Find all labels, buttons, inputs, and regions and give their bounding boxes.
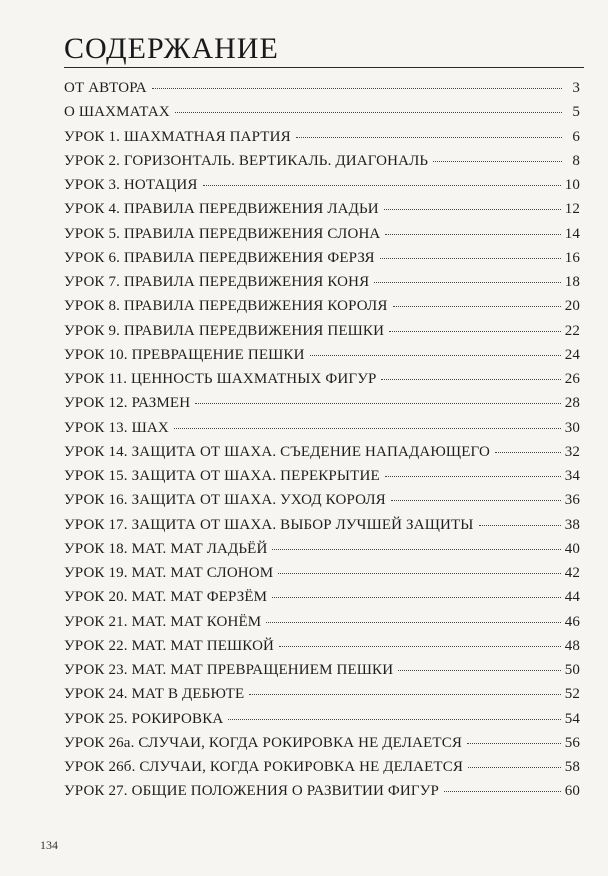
toc-dot-leader	[374, 282, 560, 283]
toc-entry-title: УРОК 19. МАТ. МАТ СЛОНОМ	[64, 565, 274, 581]
toc-dot-leader	[272, 597, 561, 598]
toc-dot-leader	[433, 161, 562, 162]
toc-entry	[64, 246, 580, 270]
toc-entry	[64, 416, 580, 440]
toc-dot-leader	[175, 112, 562, 113]
toc-entry-title: УРОК 16. ЗАЩИТА ОТ ШАХА. УХОД КОРОЛЯ	[64, 492, 386, 509]
toc-entry-page: 22	[564, 322, 580, 339]
toc-entry-title: УРОК 23. МАТ. МАТ ПРЕВРАЩЕНИЕМ ПЕШКИ	[64, 662, 394, 678]
toc-dot-leader	[203, 185, 561, 186]
toc-entry	[64, 537, 580, 561]
toc-dot-leader	[467, 743, 561, 744]
toc-entry-title: УРОК 1. ШАХМАТНАЯ ПАРТИЯ	[64, 128, 291, 145]
toc-entry-title: УРОК 20. МАТ. МАТ ФЕРЗЁМ	[64, 589, 268, 606]
toc-entry-page: 34	[564, 468, 580, 484]
toc-entry-page: 32	[564, 443, 580, 460]
toc-dot-leader	[249, 694, 560, 695]
toc-entry-page: 12	[564, 201, 580, 218]
toc-entry-page: 40	[564, 540, 580, 557]
toc-dot-leader	[385, 476, 561, 477]
toc-entry	[64, 197, 580, 221]
toc-entry-title: УРОК 24. МАТ В ДЕБЮТЕ	[64, 686, 245, 703]
toc-entry-title: УРОК 25. РОКИРОВКА	[64, 710, 224, 727]
toc-entry-page: 36	[564, 492, 580, 509]
toc-dot-leader	[479, 525, 561, 526]
toc-entry	[64, 367, 580, 391]
toc-entry	[64, 270, 580, 294]
toc-entry-page: 16	[564, 249, 580, 266]
toc-dot-leader	[279, 646, 561, 647]
table-of-contents	[64, 76, 580, 804]
toc-dot-leader	[381, 379, 560, 380]
toc-entry-title: УРОК 21. МАТ. МАТ КОНЁМ	[64, 613, 262, 630]
toc-entry	[64, 513, 580, 537]
toc-entry-page: 5	[572, 104, 580, 121]
toc-entry	[64, 731, 580, 755]
toc-entry-page: 18	[564, 274, 580, 290]
toc-entry-title: УРОК 2. ГОРИЗОНТАЛЬ. ВЕРТИКАЛЬ. ДИАГОНАЛЬ	[64, 152, 429, 169]
toc-entry-page: 50	[564, 662, 580, 678]
toc-entry-title: УРОК 17. ЗАЩИТА ОТ ШАХА. ВЫБОР ЛУЧШЕЙ ЗАЩИТЫ	[64, 516, 474, 533]
toc-entry-title: УРОК 13. ШАХ	[64, 419, 169, 436]
toc-entry-page: 56	[564, 734, 580, 751]
toc-entry-title: УРОК 22. МАТ. МАТ ПЕШКОЙ	[64, 637, 275, 654]
toc-dot-leader	[389, 331, 561, 332]
toc-entry	[64, 464, 580, 488]
toc-entry-title: УРОК 4. ПРАВИЛА ПЕРЕДВИЖЕНИЯ ЛАДЬИ	[64, 201, 379, 218]
toc-dot-leader	[272, 549, 560, 550]
toc-entry-page: 48	[564, 637, 580, 654]
toc-entry-page: 60	[564, 783, 580, 800]
toc-entry-page: 14	[564, 225, 580, 242]
toc-entry	[64, 585, 580, 609]
toc-entry-title: УРОК 26б. СЛУЧАИ, КОГДА РОКИРОВКА НЕ ДЕЛАЕТСЯ	[64, 759, 464, 775]
toc-entry-page: 26	[564, 371, 580, 387]
toc-dot-leader	[444, 791, 561, 792]
toc-entry	[64, 294, 580, 318]
toc-entry-page: 8	[572, 152, 580, 169]
toc-dot-leader	[266, 622, 560, 623]
toc-entry-page: 6	[572, 128, 580, 145]
page-number: 134	[40, 838, 58, 852]
toc-dot-leader	[393, 306, 561, 307]
toc-entry-title: УРОК 5. ПРАВИЛА ПЕРЕДВИЖЕНИЯ СЛОНА	[64, 225, 381, 242]
toc-entry-page: 58	[564, 759, 580, 775]
toc-entry	[64, 222, 580, 246]
toc-dot-leader	[296, 137, 562, 138]
toc-entry	[64, 149, 580, 173]
toc-entry	[64, 440, 580, 464]
toc-entry-page: 42	[564, 565, 580, 581]
toc-entry-page: 54	[564, 710, 580, 727]
toc-entry	[64, 634, 580, 658]
toc-dot-leader	[278, 573, 560, 574]
toc-entry-title: О ШАХМАТАХ	[64, 104, 170, 121]
toc-dot-leader	[310, 355, 561, 356]
toc-entry-title: УРОК 11. ЦЕННОСТЬ ШАХМАТНЫХ ФИГУР	[64, 371, 377, 387]
toc-entry-title: УРОК 6. ПРАВИЛА ПЕРЕДВИЖЕНИЯ ФЕРЗЯ	[64, 249, 375, 266]
toc-entry	[64, 100, 580, 124]
toc-entry-page: 44	[564, 589, 580, 606]
toc-entry	[64, 610, 580, 634]
toc-dot-leader	[495, 452, 561, 453]
toc-entry	[64, 707, 580, 731]
title-rule	[64, 67, 584, 68]
toc-entry-page: 30	[564, 419, 580, 436]
toc-entry	[64, 319, 580, 343]
toc-entry	[64, 76, 580, 100]
toc-entry-title: УРОК 14. ЗАЩИТА ОТ ШАХА. СЪЕДЕНИЕ НАПАДАЮЩЕГО	[64, 443, 490, 460]
toc-dot-leader	[228, 719, 560, 720]
toc-dot-leader	[152, 88, 562, 89]
toc-entry-title: УРОК 3. НОТАЦИЯ	[64, 177, 198, 193]
toc-entry-page: 28	[564, 395, 580, 412]
toc-entry-page: 24	[564, 346, 580, 363]
toc-entry-page: 20	[564, 298, 580, 315]
toc-entry-page: 38	[564, 516, 580, 533]
toc-dot-leader	[468, 767, 561, 768]
toc-entry-title: УРОК 26а. СЛУЧАИ, КОГДА РОКИРОВКА НЕ ДЕЛАЕТСЯ	[64, 734, 463, 751]
toc-entry-title: УРОК 15. ЗАЩИТА ОТ ШАХА. ПЕРЕКРЫТИЕ	[64, 468, 380, 484]
toc-dot-leader	[384, 209, 561, 210]
toc-entry-title: УРОК 10. ПРЕВРАЩЕНИЕ ПЕШКИ	[64, 346, 305, 363]
toc-entry-title: ОТ АВТОРА	[64, 80, 147, 96]
toc-entry-page: 46	[564, 613, 580, 630]
toc-dot-leader	[380, 258, 561, 259]
toc-entry-page: 3	[572, 80, 580, 96]
toc-entry-page: 52	[564, 686, 580, 703]
toc-entry-title: УРОК 12. РАЗМЕН	[64, 395, 191, 412]
toc-entry	[64, 561, 580, 585]
toc-dot-leader	[174, 428, 561, 429]
toc-entry-title: УРОК 18. МАТ. МАТ ЛАДЬЁЙ	[64, 540, 268, 557]
toc-entry	[64, 658, 580, 682]
toc-entry	[64, 343, 580, 367]
toc-dot-leader	[195, 403, 560, 404]
toc-entry	[64, 125, 580, 149]
toc-entry-title: УРОК 9. ПРАВИЛА ПЕРЕДВИЖЕНИЯ ПЕШКИ	[64, 322, 385, 339]
page-title: СОДЕРЖАНИЕ	[64, 32, 279, 65]
toc-entry-title: УРОК 7. ПРАВИЛА ПЕРЕДВИЖЕНИЯ КОНЯ	[64, 274, 370, 290]
toc-entry	[64, 391, 580, 415]
toc-entry	[64, 682, 580, 706]
toc-entry-page: 10	[564, 177, 580, 193]
toc-dot-leader	[385, 234, 560, 235]
toc-entry	[64, 755, 580, 779]
toc-dot-leader	[398, 670, 561, 671]
toc-entry-title: УРОК 8. ПРАВИЛА ПЕРЕДВИЖЕНИЯ КОРОЛЯ	[64, 298, 388, 315]
toc-entry-title: УРОК 27. ОБЩИЕ ПОЛОЖЕНИЯ О РАЗВИТИИ ФИГУР	[64, 783, 439, 800]
toc-entry	[64, 779, 580, 803]
toc-entry	[64, 488, 580, 512]
toc-dot-leader	[391, 500, 561, 501]
toc-entry	[64, 173, 580, 197]
